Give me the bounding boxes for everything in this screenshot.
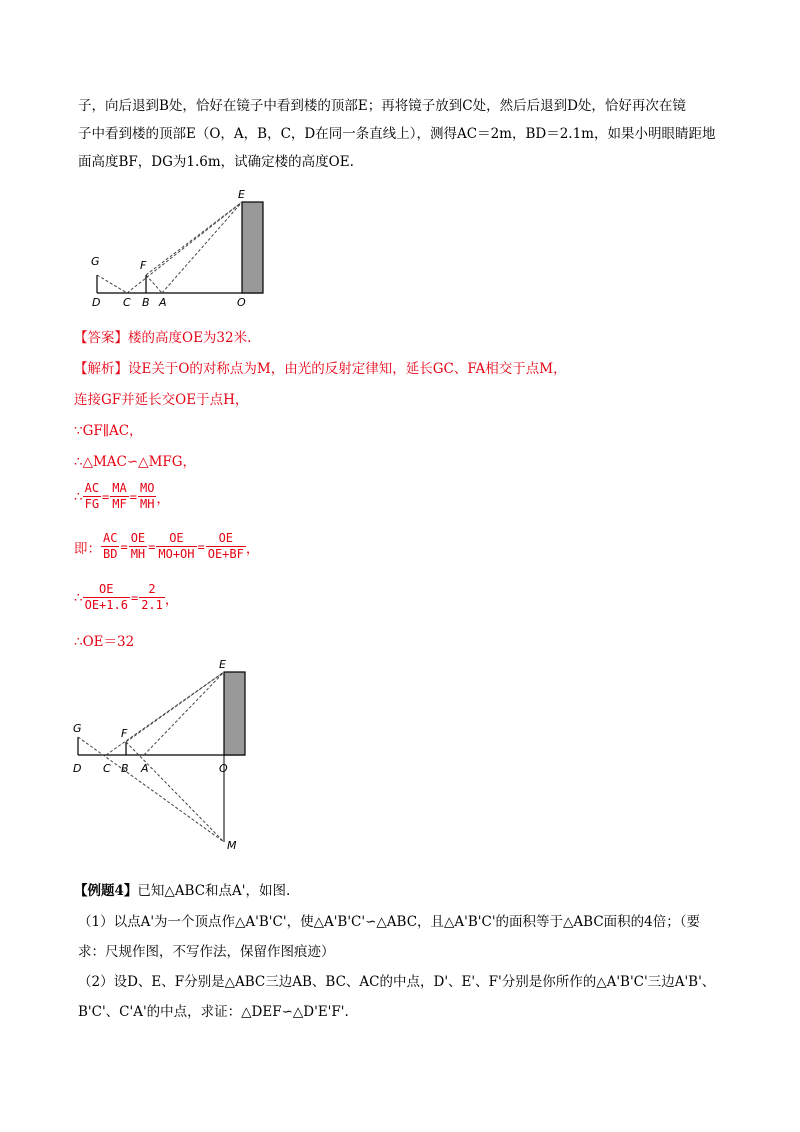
equation-3: ∴ $\frac{OE}{OE+1.6}$ = $\frac{2}{2.1}$ ， xyxy=(74,582,179,612)
fig1-label-E: E xyxy=(238,188,245,201)
fig2-label-M: M xyxy=(227,839,237,852)
analysis-line-4: ∴△MAC∽△MFG， xyxy=(74,454,197,470)
example4-intro: 已知△ABC和点A'，如图. xyxy=(137,883,291,899)
eq2-fraction-2: $\frac{OE}{MH}$ xyxy=(130,531,146,561)
problem-line-1: 子，向后退到B处，恰好在镜子中看到楼的顶部E；再将镜子放到C处，然后后退到D处，恰好再次在镜 xyxy=(78,98,686,114)
equation-4: ∴OE＝32 xyxy=(74,634,135,650)
fig2-label-F: F xyxy=(121,727,128,740)
eq3-prefix: ∴ xyxy=(74,589,83,606)
problem-text xyxy=(78,92,728,176)
fig2-label-A: A xyxy=(141,762,149,775)
answer-text: 楼的高度OE为32米. xyxy=(128,330,252,346)
example4-q2-line2: B'C'、C'A'的中点，求证：△DEF∽△D'E'F'. xyxy=(78,1004,349,1020)
analysis-tag: 【解析】 xyxy=(74,361,128,377)
fig2-label-O: O xyxy=(219,762,228,775)
figure-1 xyxy=(80,185,280,310)
fig2-label-E: E xyxy=(219,658,226,671)
eq3-fraction-1: $\frac{OE}{OE+1.6}$ xyxy=(84,582,128,612)
eq2-fraction-1: $\frac{AC}{BD}$ xyxy=(103,531,118,561)
fig1-label-D: D xyxy=(92,296,101,309)
analysis-text-1: 设E关于O的对称点为M，由光的反射定律知，延长GC、FA相交于点M， xyxy=(128,361,567,377)
fig1-label-F: F xyxy=(140,259,147,272)
fig1-label-B: B xyxy=(142,296,150,309)
example4-heading xyxy=(74,881,290,901)
example4-tag: 【例题4】 xyxy=(74,883,138,899)
answer-tag: 【答案】 xyxy=(74,330,128,346)
figure-2 xyxy=(64,654,264,859)
eq1-fraction-1: $\frac{AC}{FG}$ xyxy=(84,481,100,511)
eq1-fraction-2: $\frac{MA}{MF}$ xyxy=(112,481,127,511)
problem-line-2: 子中看到楼的顶部E（O，A，B，C，D在同一条直线上），测得AC＝2m，BD＝2.1m，如果小明眼睛距地 xyxy=(78,126,716,142)
eq2-prefix: 即： xyxy=(74,540,101,557)
equation-1: ∴ $\frac{AC}{FG}$ = $\frac{MA}{MF}$ = $\frac{MO}{MH}$ ， xyxy=(74,481,170,511)
fig2-label-D: D xyxy=(73,762,82,775)
analysis-line-2: 连接GF并延长交OE于点H， xyxy=(74,392,249,408)
fig1-label-O: O xyxy=(237,296,246,309)
equation-2: 即： $\frac{AC}{BD}$ = $\frac{OE}{MH}$ = $\frac{OE}{MO+OH}$ = $\frac{OE}{OE+BF}$ ， xyxy=(74,531,260,561)
fig1-label-G: G xyxy=(91,255,100,268)
fig2-label-B: B xyxy=(121,762,129,775)
analysis-line-1 xyxy=(74,359,567,379)
fig2-label-G: G xyxy=(73,722,82,735)
example4-q1-line2: 求：尺规作图，不写作法，保留作图痕迹） xyxy=(78,944,335,960)
answer-line xyxy=(74,328,251,348)
fig2-label-C: C xyxy=(103,762,111,775)
example4-q1-line1: （1）以点A'为一个顶点作△A'B'C'，使△A'B'C'∽△ABC，且△A'B'C'的面积等于△ABC面积的4倍；（要 xyxy=(78,914,701,930)
analysis-line-3: ∵GF∥AC， xyxy=(74,423,143,439)
fig1-label-C: C xyxy=(123,296,131,309)
fig1-label-A: A xyxy=(159,296,167,309)
eq3-fraction-2: $\frac{2}{2.1}$ xyxy=(141,582,163,612)
problem-line-3: 面高度BF，DG为1.6m，试确定楼的高度OE. xyxy=(78,154,354,170)
eq1-prefix: ∴ xyxy=(74,488,83,505)
example4-q2-line1: （2）设D、E、F分别是△ABC三边AB、BC、AC的中点，D'、E'、F'分别是你所作的△A'B'C'三边A'B'、 xyxy=(78,974,716,990)
eq2-fraction-3: $\frac{OE}{MO+OH}$ xyxy=(158,531,195,561)
eq2-fraction-4: $\frac{OE}{OE+BF}$ xyxy=(207,531,244,561)
eq1-fraction-3: $\frac{MO}{MH}$ xyxy=(139,481,155,511)
